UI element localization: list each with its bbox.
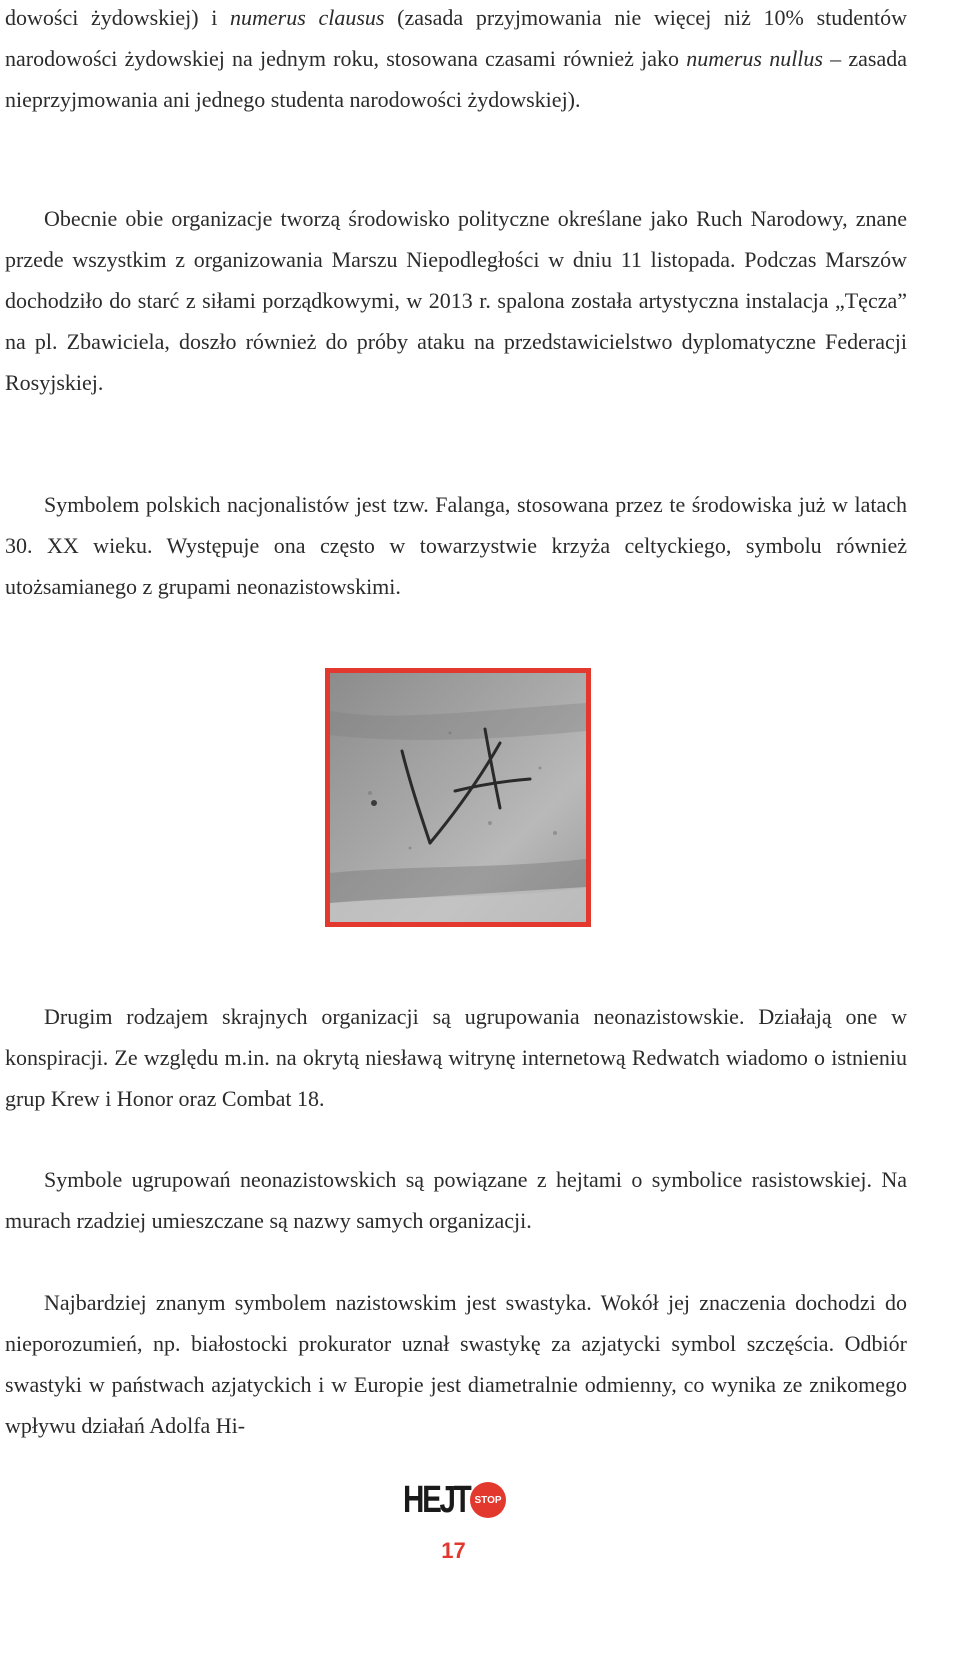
hejtstop-logo [403, 1478, 513, 1522]
paragraph-neonazi-symbols [5, 1159, 907, 1241]
paragraph-swastika [5, 1282, 907, 1446]
paragraph-text: Drugim rodzajem skrajnych organizacji są ugrupowania neonazistowskie. Działają one w konspiracji. Ze względu m.in. na okrytą niesławą witrynę internetową Redwatch wiadomo o istnieniu grup Krew i Honor oraz Combat 18. [5, 1004, 907, 1111]
paragraph-neonazi-groups [5, 996, 907, 1119]
paragraph-text: Symbolem polskich nacjonalistów jest tzw. Falanga, stosowana przez te środowiska już w latach 30. XX wieku. Występuje ona często w towarzystwie krzyża celtyckiego, symbolu również utożsamianego z grupami neonazistowskimi. [5, 492, 907, 599]
paragraph-text: Najbardziej znanym symbolem nazistowskim jest swastyka. Wokół jej znaczenia dochodzi do nieporozumień, np. białostocki prokurator uznał swastykę za azjatycki symbol szczęścia. Odbiór swastyki w państwach azjatyckich i w Europie jest diametralnie odmienny, co wynika ze znikomego wpływu działań Adolfa Hi- [5, 1290, 907, 1438]
paragraph-ruch-narodowy [5, 198, 907, 403]
paragraph-text: (zasada przyjmowania nie więcej niż 10% studentów narodowości żydowskiej na jednym roku, stosowana czasami również jako [5, 5, 908, 71]
paragraph-text: dowości żydowskiej) i [5, 5, 231, 30]
italic-term: numerus nullus [686, 46, 823, 71]
falanga-graffiti-photo [325, 668, 591, 927]
page-number: 17 [441, 1538, 466, 1563]
falanga-symbol-image [330, 673, 586, 922]
paragraph-text: Obecnie obie organizacje tworzą środowisko polityczne określane jako Ruch Narodowy, znane przede wszystkim z organizowania Marszu Niepodległości w dniu 11 listopada. Podczas Marszów dochodziło do starć z siłami porządkowymi, w 2013 r. spalona została artystyczna instalacja „Tęcza” na pl. Zbawiciela, doszło również do próby ataku na przedstawicielstwo dyplomatyczne Federacji Rosyjskiej. [5, 206, 907, 395]
italic-term: numerus clausus [230, 5, 385, 30]
paragraph-falanga [5, 484, 907, 607]
paragraph-numerus-clausus [5, 0, 907, 120]
logo-word: HEJT [403, 1479, 470, 1521]
paragraph-text: Symbole ugrupowań neonazistowskich są powiązane z hejtami o symbolice rasistowskiej. Na murach rzadziej umieszczane są nazwy samych organizacji. [5, 1167, 907, 1233]
stop-badge-icon: STOP [470, 1482, 506, 1518]
paragraph-text: – zasada nieprzyjmowania ani jednego studenta narodowości żydowskiej). [5, 46, 908, 112]
